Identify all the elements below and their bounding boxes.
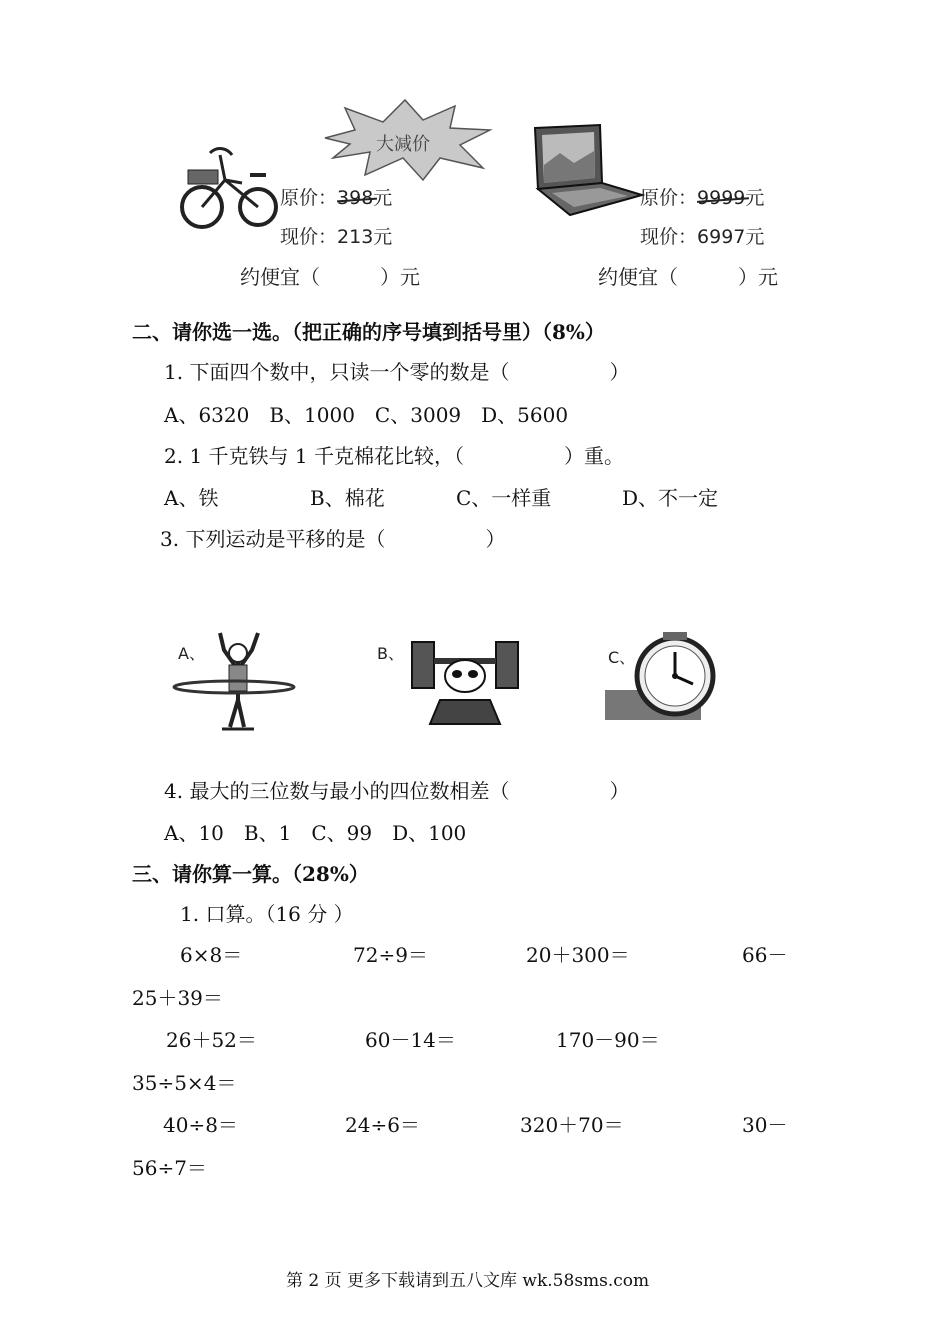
q3-text: 3. 下列运动是平移的是（ ） bbox=[160, 527, 506, 551]
calc-item: 72÷9＝ bbox=[353, 943, 428, 967]
calc-item: 170－90＝ bbox=[556, 1028, 660, 1052]
section3-heading: 三、请你算一算。（28%） bbox=[132, 862, 369, 886]
bicycle-image bbox=[180, 145, 280, 235]
q1-text: 1. 下面四个数中，只读一个零的数是（ ） bbox=[164, 360, 630, 384]
bike-current-price: 现价：213元 bbox=[280, 226, 393, 248]
calc-item: 60－14＝ bbox=[365, 1028, 456, 1052]
page-footer: 第 2 页 更多下载请到五八文库 wk.58sms.com bbox=[286, 1271, 650, 1291]
calc-item: 30－ bbox=[742, 1113, 788, 1137]
calc-item: 26＋52＝ bbox=[166, 1028, 257, 1052]
q4-options: A、10 B、1 C、99 D、100 bbox=[164, 821, 467, 845]
q2-option-d: D、不一定 bbox=[622, 486, 719, 510]
q1-options: A、6320 B、1000 C、3009 D、5600 bbox=[164, 403, 569, 427]
calc-item-wrap: 25＋39＝ bbox=[132, 986, 223, 1010]
calc-item: 320＋70＝ bbox=[520, 1113, 624, 1137]
calc-item: 66－ bbox=[742, 943, 788, 967]
laptop-original-price: 原价：9999元 bbox=[640, 187, 765, 209]
q3-label-b: B、 bbox=[377, 644, 404, 663]
q2-text: 2. 1 千克铁与 1 千克棉花比较，（ ）重。 bbox=[164, 444, 624, 468]
sale-banner-text: 大减价 bbox=[376, 134, 430, 155]
clock-image bbox=[603, 628, 723, 723]
laptop-current-price: 现价：6997元 bbox=[640, 226, 765, 248]
calc-item: 40÷8＝ bbox=[163, 1113, 238, 1137]
calc-item: 6×8＝ bbox=[180, 943, 243, 967]
q2-option-a: A、铁 bbox=[164, 486, 219, 510]
calc-item-wrap: 35÷5×4＝ bbox=[132, 1071, 237, 1095]
oral-calc-subheading: 1. 口算。（16 分 ） bbox=[180, 902, 354, 926]
calc-item: 24÷6＝ bbox=[345, 1113, 420, 1137]
weightlifter-image bbox=[410, 638, 520, 728]
q4-text: 4. 最大的三位数与最小的四位数相差（ ） bbox=[164, 779, 630, 803]
q3-label-a: A、 bbox=[178, 644, 205, 663]
laptop-image bbox=[530, 123, 645, 218]
calc-item: 20＋300＝ bbox=[526, 943, 630, 967]
q2-option-b: B、棉花 bbox=[310, 486, 385, 510]
hula-hoop-image bbox=[172, 625, 292, 735]
calc-item-wrap: 56÷7＝ bbox=[132, 1156, 207, 1180]
q2-option-c: C、一样重 bbox=[456, 486, 552, 510]
section2-heading: 二、请你选一选。（把正确的序号填到括号里）（8%） bbox=[132, 320, 605, 344]
bike-original-price: 原价：398元 bbox=[280, 187, 393, 209]
bike-cheaper-blank: 约便宜（ ）元 bbox=[240, 265, 420, 289]
laptop-cheaper-blank: 约便宜（ ）元 bbox=[598, 265, 778, 289]
q3-label-c: C、 bbox=[608, 648, 636, 667]
